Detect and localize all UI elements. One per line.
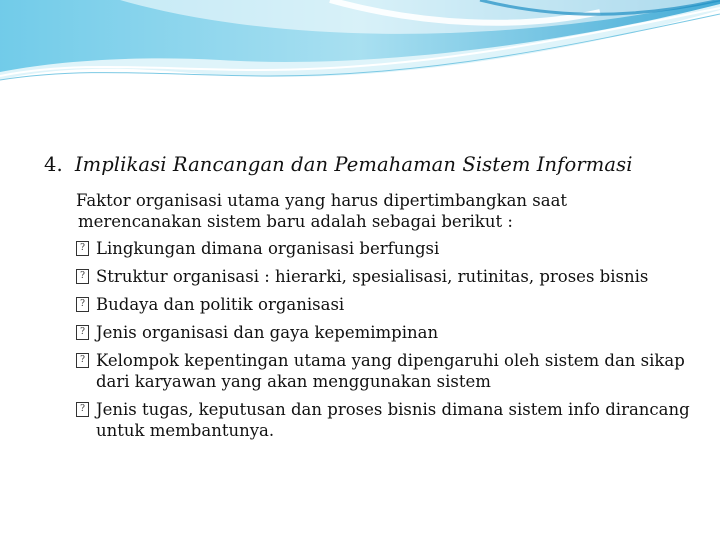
list-item-text: Struktur organisasi : hierarki, spesialisasi, rutinitas, proses bisnis	[96, 267, 649, 286]
list-item-text: Kelompok kepentingan utama yang dipengaruhi oleh sistem dan sikap dari karyawan yang akan menggunakan sistem	[96, 351, 685, 391]
list-item-text: Lingkungan dimana organisasi berfungsi	[96, 239, 440, 258]
list-item	[76, 399, 696, 441]
missing-glyph-box-icon: ?	[76, 269, 89, 284]
missing-glyph-box-icon: ?	[76, 241, 89, 256]
intro-paragraph	[76, 190, 696, 232]
factor-list	[76, 238, 696, 441]
list-item	[76, 266, 696, 287]
intro-line-1: Faktor organisasi utama yang harus dipertimbangkan saat	[76, 191, 568, 210]
list-item-text: Jenis tugas, keputusan dan proses bisnis dimana sistem info dirancang untuk membantunya.	[96, 400, 690, 440]
wave-header-decoration	[0, 0, 720, 95]
missing-glyph-box-icon: ?	[76, 297, 89, 312]
section-number: 4.	[44, 153, 63, 176]
missing-glyph-box-icon: ?	[76, 353, 89, 368]
content-body	[76, 190, 696, 448]
list-item-text: Jenis organisasi dan gaya kepemimpinan	[96, 323, 439, 342]
missing-glyph-box-icon: ?	[76, 325, 89, 340]
section-title: Implikasi Rancangan dan Pemahaman Sistem Informasi	[74, 153, 633, 176]
list-item	[76, 294, 696, 315]
section-heading	[44, 153, 633, 176]
list-item	[76, 238, 696, 259]
intro-line-2: merencanakan sistem baru adalah sebagai berikut :	[78, 212, 513, 231]
list-item-text: Budaya dan politik organisasi	[96, 295, 345, 314]
list-item	[76, 350, 696, 392]
list-item	[76, 322, 696, 343]
missing-glyph-box-icon: ?	[76, 402, 89, 417]
